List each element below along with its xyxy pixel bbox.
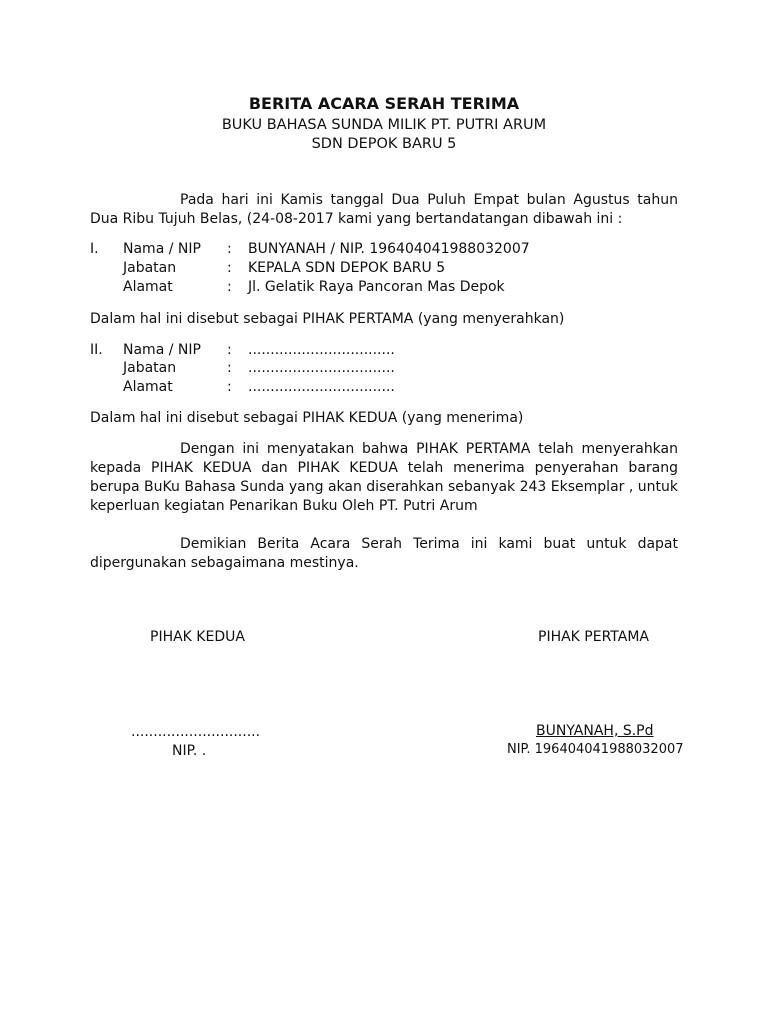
party-2-name-value: ................................. [248,342,395,358]
party-1-jabatan-value: KEPALA SDN DEPOK BARU 5 [248,260,446,276]
party-1-number: I. [90,241,99,257]
party-1-name-value: BUNYANAH / NIP. 196404041988032007 [248,241,530,257]
signature-right-title: PIHAK PERTAMA [538,629,650,645]
signature-right-nip: NIP. 196404041988032007 [507,742,684,757]
party-2-jabatan-colon: : [227,360,232,376]
party-2-number: II. [90,342,103,358]
party-1-alamat-label: Alamat [123,279,173,295]
signature-left-nip: NIP. . [172,743,207,759]
party-2-name-colon: : [227,342,232,358]
closing-paragraph: Demikian Berita Acara Serah Terima ini kami buat untuk dapat dipergunakan sebagaimana mestinya. [90,536,678,571]
body-paragraph: Dengan ini menyatakan bahwa PIHAK PERTAMA telah menyerahkan kepada PIHAK KEDUA dan PIHAK KEDUA telah menerima penyerahan barang berupa BuKu Bahasa Sunda yang akan diserahkan sebanyak 243 Eksemplar , untuk keperluan kegiatan Penarikan Buku Oleh PT. Putri Arum [90,441,678,514]
party-1-alamat-value: Jl. Gelatik Raya Pancoran Mas Depok [248,279,505,295]
party-1-alamat-colon: : [227,279,232,295]
party-2-jabatan-value: ................................. [248,360,395,376]
party-1-name-label: Nama / NIP [123,241,201,257]
party-2-alamat-colon: : [227,379,232,395]
party-1-jabatan-label: Jabatan [123,260,177,276]
signature-right-name: BUNYANAH, S.Pd [536,723,654,739]
document-subtitle-2: SDN DEPOK BARU 5 [311,136,457,152]
document-subtitle-1: BUKU BAHASA SUNDA MILIK PT. PUTRI ARUM [221,117,547,133]
party-2-name-label: Nama / NIP [123,342,201,358]
party-1-note: Dalam hal ini disebut sebagai PIHAK PERTAMA (yang menyerahkan) [90,311,565,327]
party-2-alamat-label: Alamat [123,379,173,395]
signature-left-title: PIHAK KEDUA [150,629,245,645]
party-2-note: Dalam hal ini disebut sebagai PIHAK KEDUA (yang menerima) [90,410,524,426]
party-2-alamat-value: ................................. [248,379,395,395]
party-1-name-colon: : [227,241,232,257]
party-1-jabatan-colon: : [227,260,232,276]
intro-paragraph: Pada hari ini Kamis tanggal Dua Puluh Empat bulan Agustus tahun Dua Ribu Tujuh Belas, (24-08-2017 kami yang bertandatangan dibawah ini : [90,192,678,227]
signature-left-name: ............................. [131,724,261,740]
party-2-jabatan-label: Jabatan [123,360,177,376]
document-title: BERITA ACARA SERAH TERIMA [248,94,520,113]
